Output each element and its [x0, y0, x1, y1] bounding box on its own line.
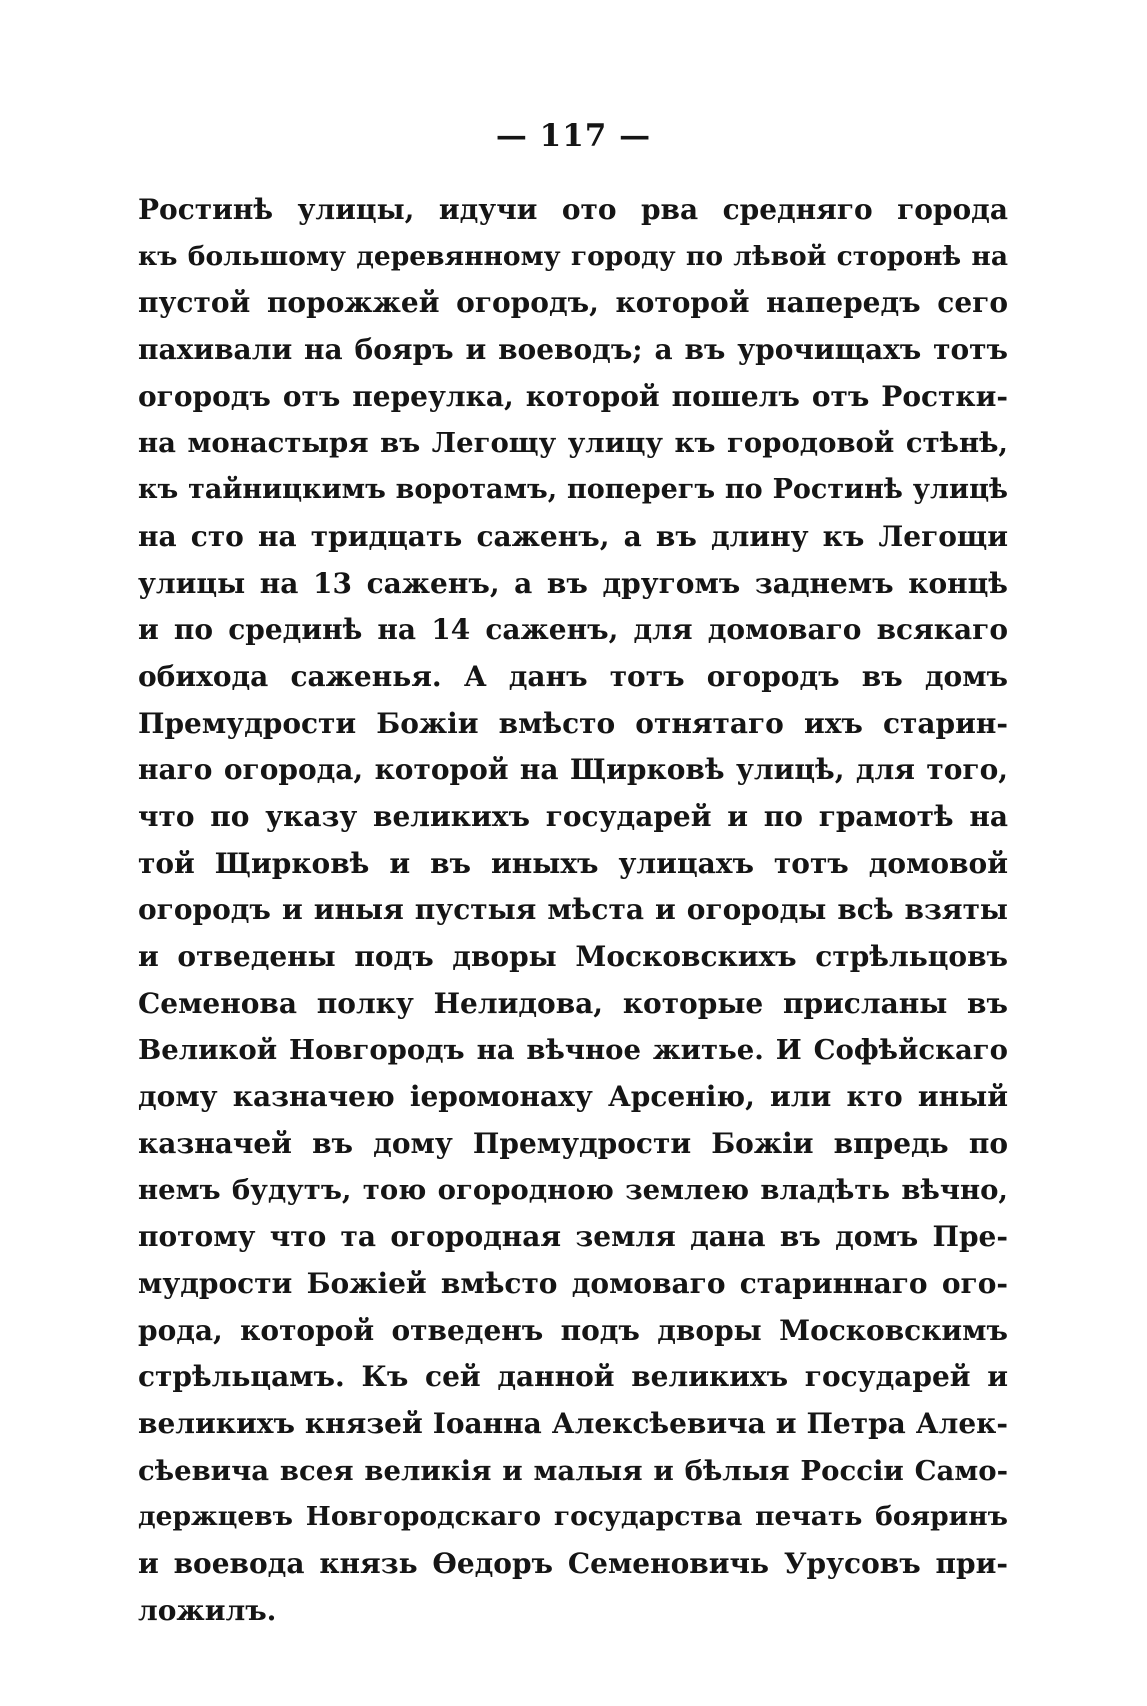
text-line: Премудрости Божіи вмѣсто отнятаго ихъ старин-	[138, 706, 1008, 740]
text-line: мудрости Божіей вмѣсто домоваго стариннаго ого-	[138, 1266, 1008, 1300]
text-line: на сто на тридцать саженъ, а въ длину къ Легощи	[138, 519, 1008, 553]
text-line: той Щирковѣ и въ иныхъ улицахъ тотъ домовой	[138, 846, 1008, 880]
text-line: потому что та огородная земля дана въ домъ Пре-	[138, 1220, 1008, 1254]
page-number: — 117 —	[495, 118, 652, 154]
text-line: огородъ отъ переулка, которой пошелъ отъ Ростки-	[138, 379, 1008, 413]
text-line: къ большому деревянному городу по лѣвой сторонѣ на	[138, 240, 1008, 272]
text-line: къ тайницкимъ воротамъ, поперегъ по Ростинѣ улицѣ	[138, 474, 1008, 506]
text-line: улицы на 13 саженъ, а въ другомъ заднемъ концѣ	[138, 566, 1008, 600]
text-line: Семенова полку Нелидова, которые присланы въ	[138, 986, 1008, 1020]
text-line: дому казначею іеромонаху Арсенію, или кто иный	[138, 1080, 1008, 1114]
page-body-text	[138, 187, 1008, 1634]
text-line: великихъ князей Іоанна Алексѣевича и Петра Алек-	[138, 1406, 1008, 1440]
text-line: рода, которой отведенъ подъ дворы Московскимъ	[138, 1313, 1008, 1347]
text-line: на монастыря въ Легощу улицу къ городовой стѣнѣ,	[138, 427, 1008, 460]
text-line: что по указу великихъ государей и по грамотѣ на	[138, 799, 1008, 833]
text-line: и воевода князь Ѳедоръ Семеновичь Урусовъ при-	[138, 1546, 1008, 1580]
text-line: наго огорода, которой на Щирковѣ улицѣ, для того,	[138, 753, 1008, 787]
text-line: казначей въ дому Премудрости Божіи впредь по	[138, 1126, 1008, 1160]
text-line: пахивали на бояръ и воеводъ; а въ урочищахъ тотъ	[138, 333, 1008, 367]
text-line: и отведены подъ дворы Московскихъ стрѣльцовъ	[138, 940, 1008, 973]
text-line: пустой порожжей огородъ, которой напередъ сего	[138, 286, 1008, 320]
text-line: Великой Новгородъ на вѣчное житье. И Софѣйскаго	[138, 1034, 1008, 1067]
text-line: обихода саженья. А данъ тотъ огородъ въ домъ	[138, 659, 1008, 693]
text-line: огородъ и иныя пустыя мѣста и огороды всѣ взяты	[138, 893, 1008, 927]
text-line: и по срединѣ на 14 саженъ, для домоваго всякаго	[138, 613, 1008, 647]
text-line: держцевъ Новгородскаго государства печать бояринъ	[138, 1501, 1008, 1533]
text-line: стрѣльцамъ. Къ сей данной великихъ государей и	[138, 1360, 1008, 1394]
text-line: ложилъ.	[138, 1593, 277, 1627]
text-line: немъ будутъ, тою огородною землею владѣть вѣчно,	[138, 1174, 1008, 1207]
text-line: Ростинѣ улицы, идучи ото рва средняго города	[138, 193, 1008, 226]
text-line: сѣевича всея великія и малыя и бѣлыя Россіи Само-	[138, 1454, 1008, 1487]
